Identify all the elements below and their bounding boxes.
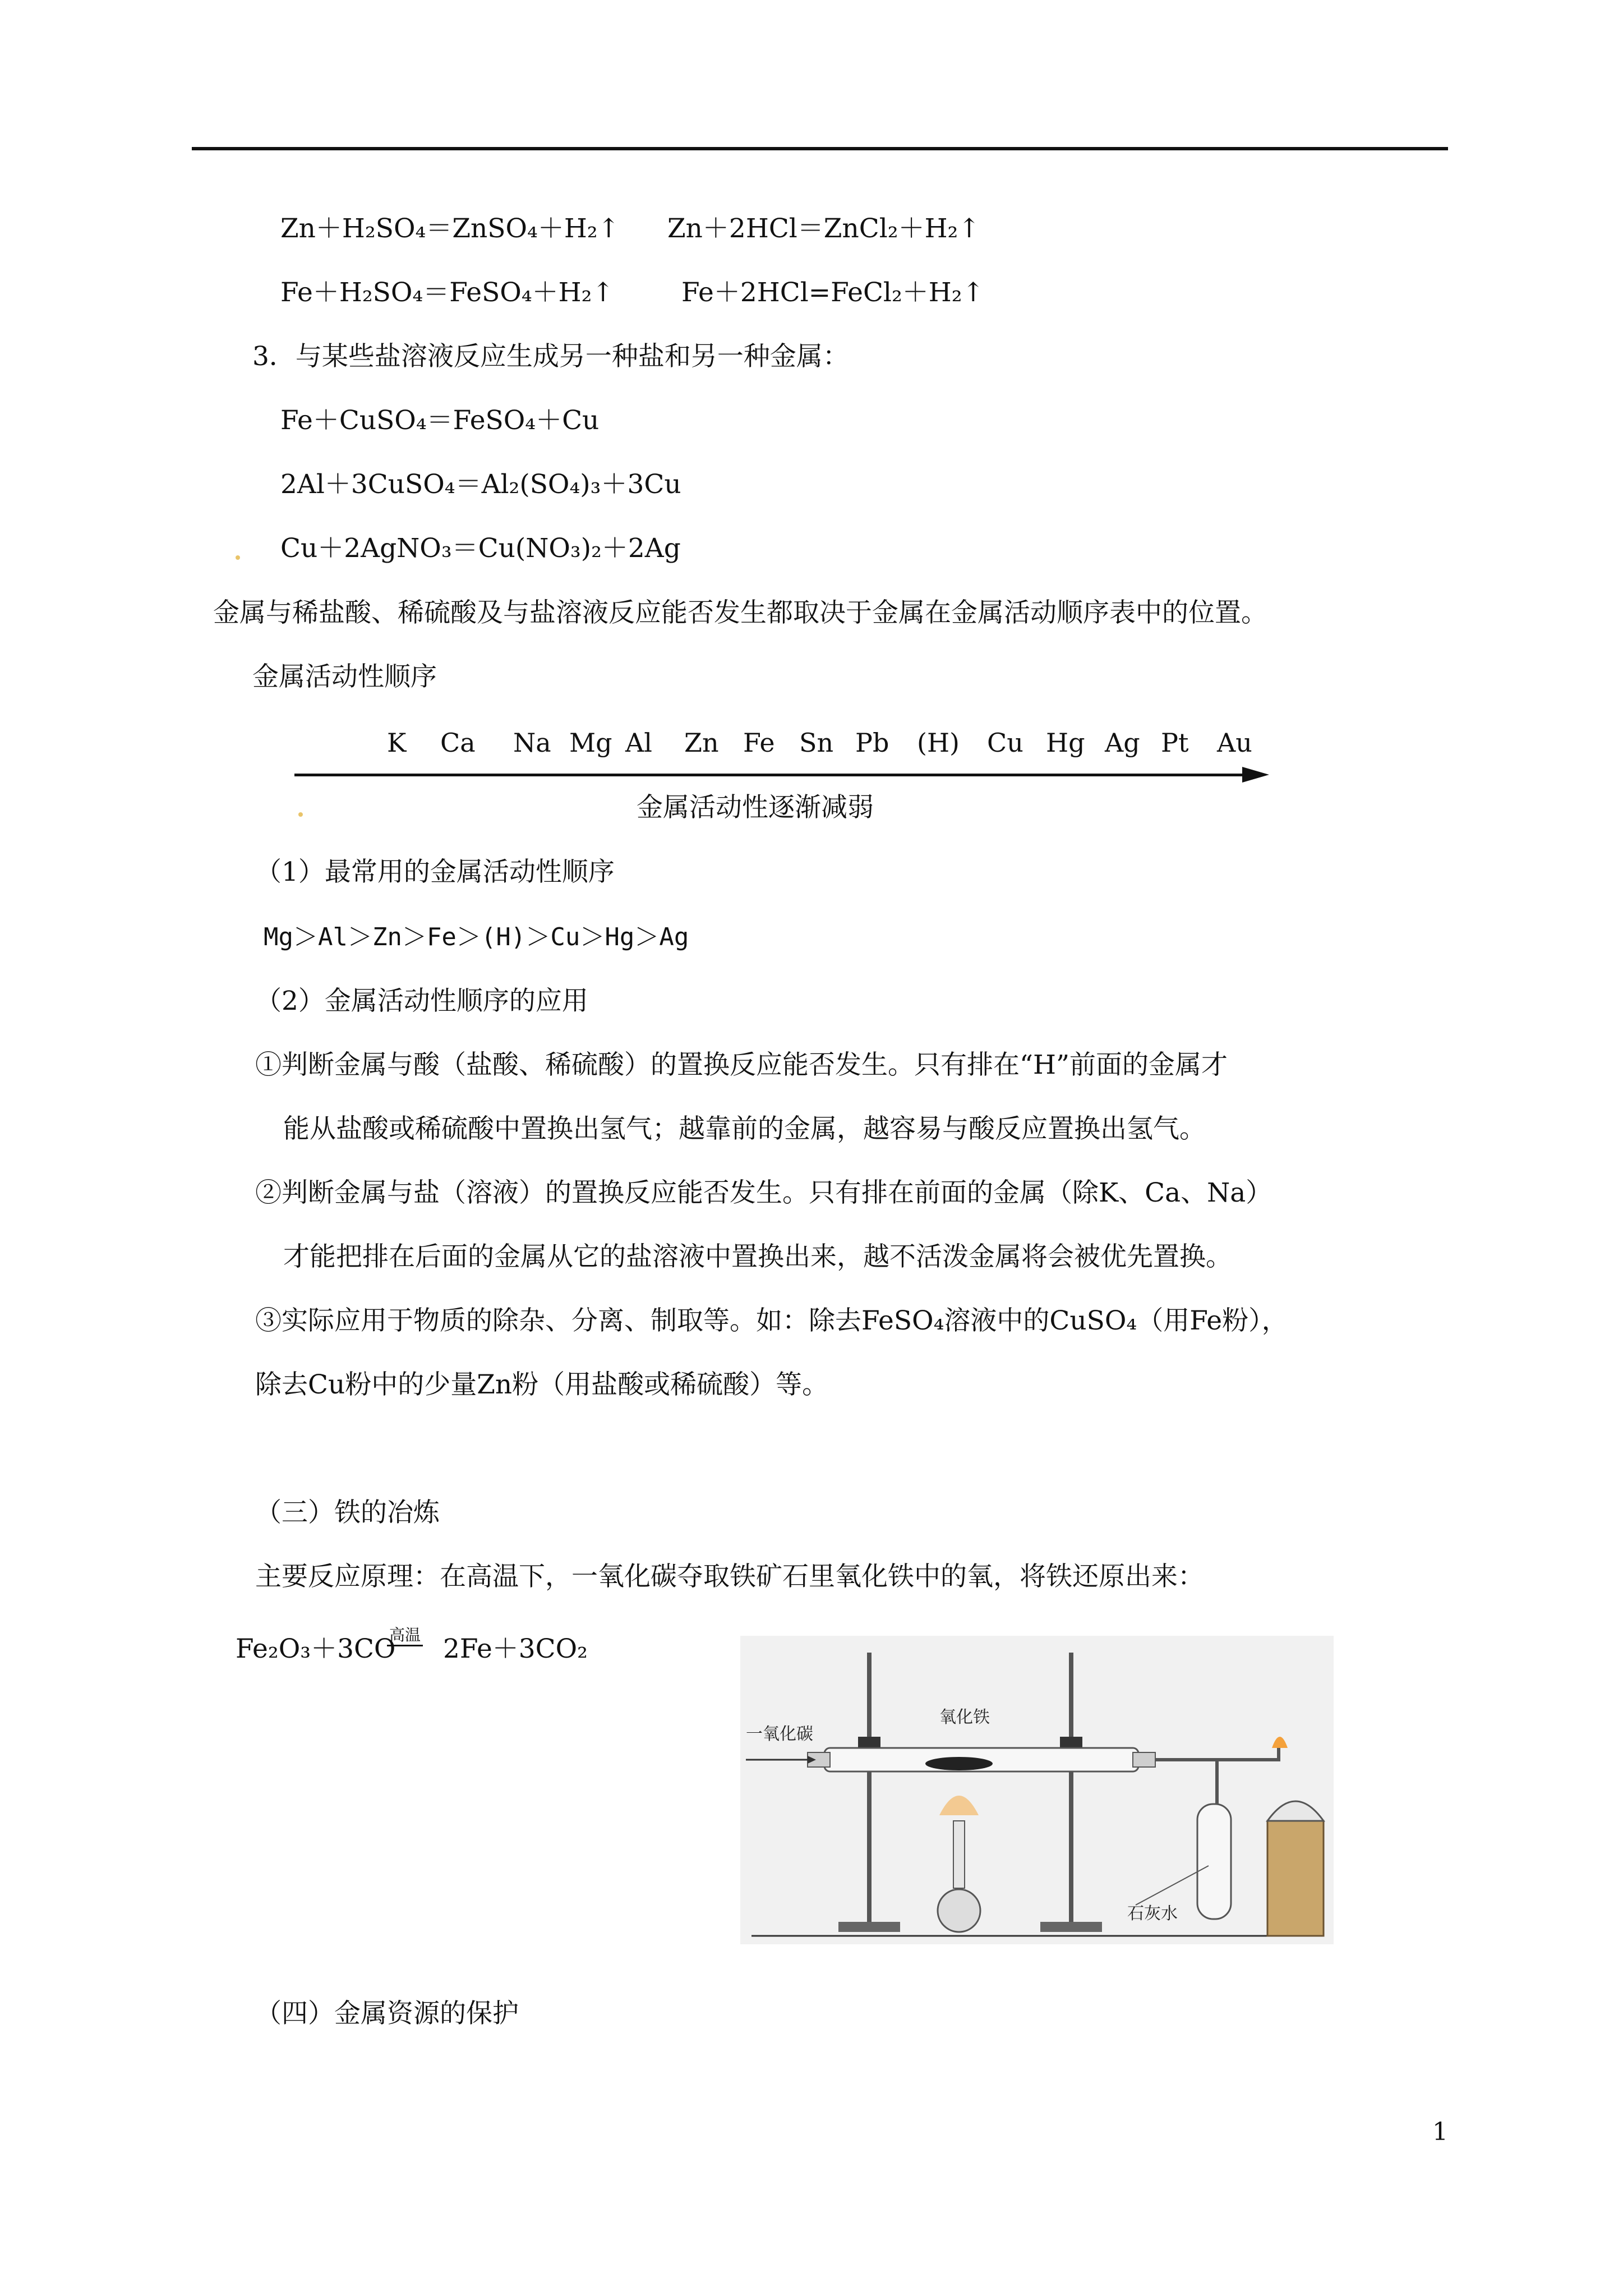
app3-line1: ③实际应用于物质的除杂、分离、制取等。如：除去FeSO₄溶液中的CuSO₄（用Fe粉）， bbox=[255, 1305, 1288, 1336]
equation-fe-hcl: Fe＋2HCl=FeCl₂＋H₂↑ bbox=[681, 277, 985, 308]
metal-pb: Pb bbox=[855, 728, 889, 758]
metal-sn: Sn bbox=[799, 728, 834, 758]
common-order: Mg＞Al＞Zn＞Fe＞(H)＞Cu＞Hg＞Ag bbox=[264, 923, 689, 951]
common-order-title: （1）最常用的金属活动性顺序 bbox=[255, 857, 615, 887]
equation-al-cuso4: 2Al＋3CuSO₄＝Al₂(SO₄)₃＋3Cu bbox=[280, 469, 681, 500]
page-number: 1 bbox=[1432, 2118, 1448, 2146]
metal-cu: Cu bbox=[987, 728, 1023, 758]
arrow-caption: 金属活动性逐渐减弱 bbox=[637, 792, 874, 823]
metal-au: Au bbox=[1217, 728, 1252, 758]
metal-al: Al bbox=[625, 728, 652, 758]
app1-line1: ①判断金属与酸（盐酸、稀硫酸）的置换反应能否发生。只有排在“H”前面的金属才 bbox=[255, 1050, 1228, 1080]
app3-line2: 除去Cu粉中的少量Zn粉（用盐酸或稀硫酸）等。 bbox=[255, 1369, 829, 1400]
equation-zn-h2so4: Zn＋H₂SO₄＝ZnSO₄＋H₂↑ bbox=[280, 213, 620, 244]
metal-zn: Zn bbox=[684, 728, 719, 758]
equation-fe-cuso4: Fe＋CuSO₄＝FeSO₄＋Cu bbox=[280, 405, 600, 436]
section3-title: 3．与某些盐溶液反应生成另一种盐和另一种金属： bbox=[252, 341, 849, 372]
header-rule bbox=[192, 147, 1448, 150]
iron-equation-right: 2Fe＋3CO₂ bbox=[443, 1634, 588, 1664]
metal-ag: Ag bbox=[1105, 728, 1140, 758]
iron-equation-left: Fe₂O₃＋3CO bbox=[236, 1634, 396, 1664]
equation-zn-hcl: Zn＋2HCl＝ZnCl₂＋H₂↑ bbox=[667, 213, 980, 244]
iron-smelting-title: （三）铁的冶炼 bbox=[255, 1497, 440, 1528]
apparatus-drawing bbox=[740, 1636, 1334, 1944]
equation-cu-agno3: Cu＋2AgNO₃＝Cu(NO₃)₂＋2Ag bbox=[280, 533, 681, 564]
activity-arrow bbox=[294, 774, 1248, 776]
metal-fe: Fe bbox=[743, 728, 775, 758]
app2-line2: 才能把排在后面的金属从它的盐溶液中置换出来，越不活泼金属将会被优先置换。 bbox=[283, 1241, 1232, 1272]
metal-hg: Hg bbox=[1046, 728, 1085, 758]
label-iron-oxide: 氧化铁 bbox=[939, 1708, 990, 1727]
stray-mark bbox=[298, 812, 303, 817]
metal-k: K bbox=[387, 728, 407, 758]
iron-smelting-apparatus-figure bbox=[740, 1636, 1334, 1944]
reaction-condition: 高温 bbox=[387, 1626, 423, 1646]
summary-text: 金属与稀盐酸、稀硫酸及与盐溶液反应能否发生都取决于金属在金属活动顺序表中的位置。 bbox=[213, 597, 1267, 628]
metal-mg: Mg bbox=[569, 728, 612, 758]
metal-h: (H) bbox=[917, 728, 960, 758]
metal-activity-series bbox=[387, 726, 1262, 760]
label-limewater: 石灰水 bbox=[1127, 1904, 1178, 1924]
equation-fe-h2so4: Fe＋H₂SO₄＝FeSO₄＋H₂↑ bbox=[280, 277, 614, 308]
app1-line2: 能从盐酸或稀硫酸中置换出氢气；越靠前的金属，越容易与酸反应置换出氢气。 bbox=[283, 1114, 1206, 1144]
activity-heading: 金属活动性顺序 bbox=[252, 661, 437, 692]
iron-principle: 主要反应原理：在高温下，一氧化碳夺取铁矿石里氧化铁中的氧，将铁还原出来： bbox=[255, 1561, 1204, 1592]
metal-ca: Ca bbox=[440, 728, 476, 758]
metal-na: Na bbox=[513, 728, 551, 758]
applications-title: （2）金属活动性顺序的应用 bbox=[255, 986, 588, 1016]
stray-mark bbox=[236, 555, 240, 560]
label-carbon-monoxide: 一氧化碳 bbox=[746, 1724, 813, 1744]
arrow-head-icon bbox=[1242, 767, 1269, 783]
app2-line1: ②判断金属与盐（溶液）的置换反应能否发生。只有排在前面的金属（除K、Ca、Na） bbox=[255, 1177, 1272, 1208]
section4-title: （四）金属资源的保护 bbox=[255, 1998, 519, 2029]
metal-pt: Pt bbox=[1161, 728, 1189, 758]
